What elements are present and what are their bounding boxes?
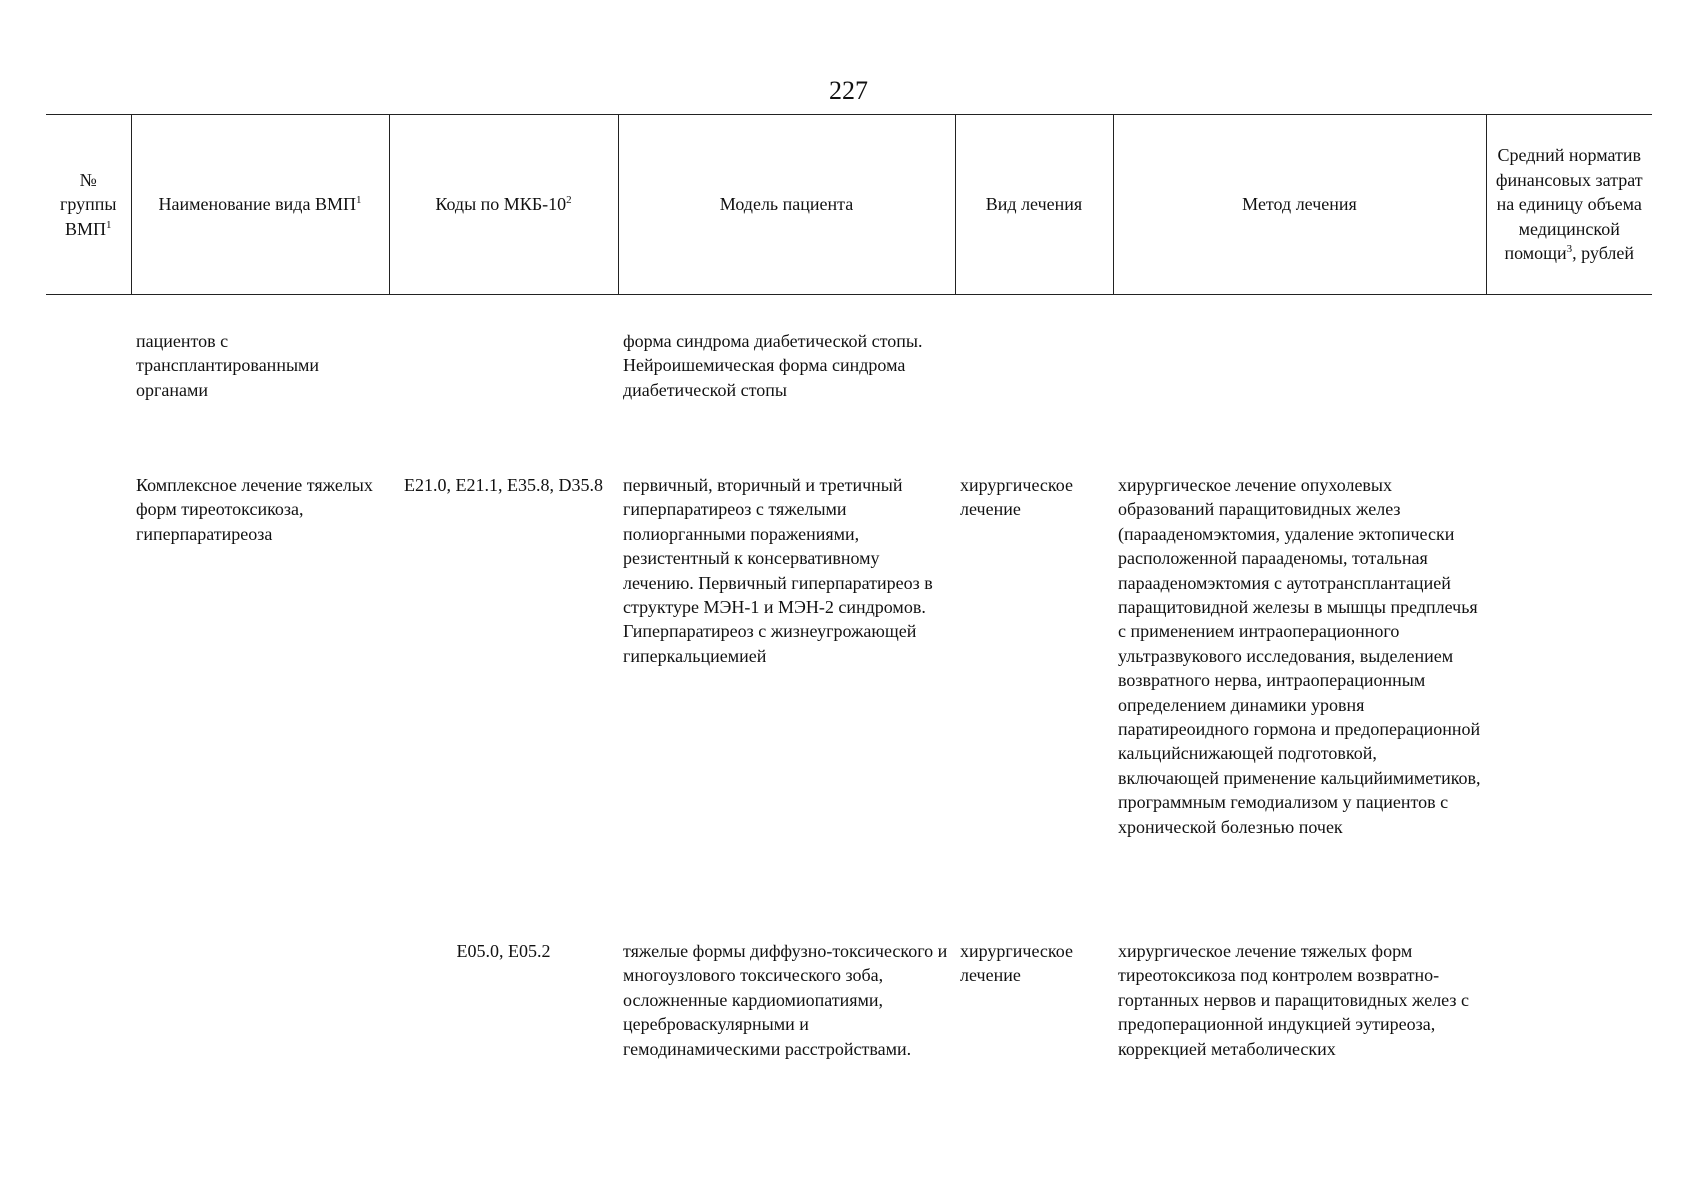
header-codes: Коды по МКБ-$10^2$ xyxy=(389,115,618,295)
cell-name xyxy=(131,939,389,1099)
cell-treatment-type xyxy=(955,329,1113,473)
cell-cost xyxy=(1486,473,1652,939)
table-row xyxy=(46,939,1652,1099)
page-number: 227 xyxy=(829,76,868,105)
cell-method xyxy=(1113,329,1486,473)
cell-group-no xyxy=(46,473,131,939)
cell-method: хирургическое лечение тяжелых форм тиреотоксикоза под контролем возвратно-гортанных нервов и паращитовидных желез с предоперационной индукцией эутиреоза, коррекцией метаболических xyxy=(1118,941,1469,1059)
cell-cost xyxy=(1486,329,1652,473)
header-cost: Средний норматив финансовых затрат на единицу объема медицинской помощи$^3$, рублей xyxy=(1486,115,1652,295)
header-treatment-type: Вид лечения xyxy=(955,115,1113,295)
table-row xyxy=(46,473,1652,939)
cell-treatment-type: хирургическое лечение xyxy=(960,941,1073,986)
cell-model: первичный, вторичный и третичный гиперпаратиреоз с тяжелыми полиорганными поражениями, резистентный к консервативному лечению. Первичный гиперпаратиреоз в структуре МЭН-1 и МЭН-2 синдромов. Гиперпаратиреоз с жизнеугрожающей гиперкальциемией xyxy=(623,475,933,666)
cell-model: тяжелые формы диффузно-токсического и многоузлового токсического зоба, осложненные кардиомиопатиями, цереброваскулярными и гемодинамическими расстройствами. xyxy=(623,941,948,1059)
vmp-table xyxy=(46,114,1652,1099)
header-group-no: № группы ВМП$^1$ xyxy=(46,115,131,295)
table-row xyxy=(46,329,1652,473)
header-method: Метод лечения xyxy=(1113,115,1486,295)
cell-model: форма синдрома диабетической стопы. Нейроишемическая форма синдрома диабетической стопы xyxy=(623,331,923,400)
cell-codes: E21.0, E21.1, E35.8, D35.8 xyxy=(404,475,603,495)
header-model: Модель пациента xyxy=(618,115,955,295)
cell-cost xyxy=(1486,939,1652,1099)
header-name: Наименование вида ВМП$^1$ xyxy=(131,115,389,295)
cell-method: хирургическое лечение опухолевых образований паращитовидных желез (парааденомэктомия, удаление эктопически расположенной парааденомы, тотальная парааденомэктомия с аутотрансплантацией паращитовидной железы в мышцы предплечья с применением интраоперационного ультразвукового исследования, выделением возвратного нерва, интраоперационным определением динамики уровня паратиреоидного гормона и предоперационной кальцийснижающей подготовкой, включающей применение кальцийимиметиков, программным гемодиализом у пациентов с хронической болезнью почек xyxy=(1118,475,1481,837)
cell-group-no xyxy=(46,939,131,1099)
cell-codes xyxy=(389,329,618,473)
cell-name: Комплексное лечение тяжелых форм тиреотоксикоза, гиперпаратиреоза xyxy=(136,475,373,544)
table-header xyxy=(46,115,1652,295)
cell-treatment-type: хирургическое лечение xyxy=(960,475,1073,520)
cell-group-no xyxy=(46,329,131,473)
table-body xyxy=(46,295,1652,1100)
cell-name: пациентов с трансплантированными органами xyxy=(136,331,320,400)
cell-codes: E05.0, E05.2 xyxy=(456,941,551,961)
